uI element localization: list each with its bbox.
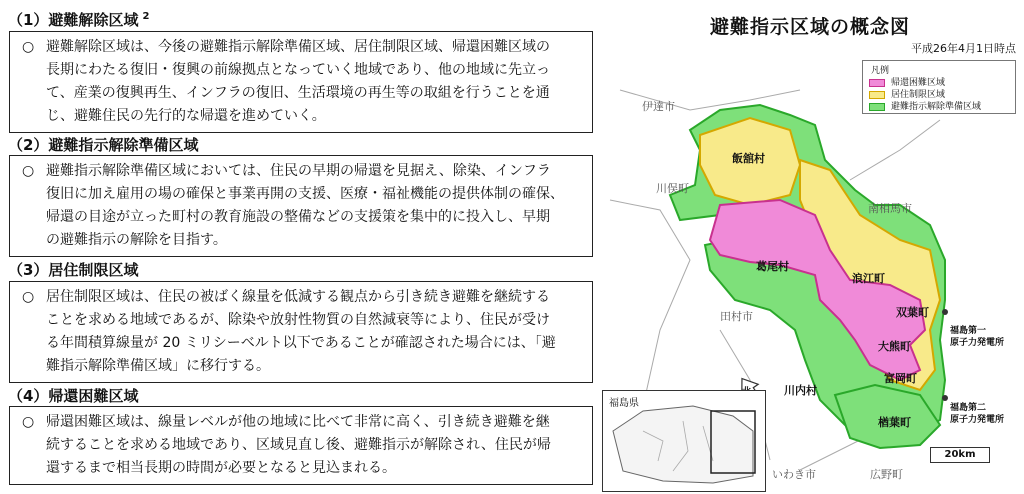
legend-title: 凡例: [871, 66, 890, 76]
legend-label: 避難指示解除準備区域: [891, 102, 982, 112]
npp2-marker: [942, 395, 948, 401]
label-katsurao: 葛尾村: [756, 260, 789, 273]
section-3-line: ことを求める地域であるが、除染や放射性物質の自然減衰等により、住民が受け: [46, 312, 550, 328]
legend-item: [869, 75, 945, 87]
section-4-line: 還するまで相当長期の時間が必要となると見込まれる。: [46, 460, 396, 476]
section-1-line: 避難解除区域は、今後の避難指示解除準備区域、居住制限区域、帰還困難区域の: [46, 39, 550, 55]
map-title: 避難指示区域の概念図: [710, 16, 911, 38]
label-tamura: 田村市: [720, 310, 753, 323]
bullet-circle: ○: [22, 289, 35, 305]
section-2-heading: （2）避難指示解除準備区域: [8, 136, 199, 154]
section-2-line: 帰還の目途が立った町村の教育施設の整備などの支援策を集中的に投入し、早期: [46, 209, 550, 225]
inset-outline: [603, 391, 765, 491]
section-4-line: 帰還困難区域は、線量レベルが他の地域に比べて非常に高く、引き続き避難を継: [46, 414, 550, 430]
legend-label: 居住制限区域: [891, 90, 946, 100]
section-1-heading-text: （1）避難解除区域: [8, 11, 139, 29]
label-npp2: 福島第二 原子力発電所: [950, 403, 1005, 425]
map-date: 平成26年4月1日時点: [911, 42, 1016, 55]
section-1-heading: [8, 9, 149, 30]
section-4-box: [9, 406, 593, 485]
section-3-heading: （3）居住制限区域: [8, 261, 139, 279]
label-naraha: 楢葉町: [878, 416, 911, 429]
label-hirono: 広野町: [870, 468, 903, 481]
label-kawauchi: 川内村: [784, 384, 817, 397]
npp1-marker: [942, 309, 948, 315]
label-namie: 浪江町: [852, 272, 885, 285]
legend-swatch-pink: [869, 79, 885, 87]
section-1-line: て、産業の復興再生、インフラの復旧、生活環境の再生等の取組を行うことを通: [46, 85, 550, 101]
section-2-line: の避難指示の解除を目指す。: [46, 232, 227, 248]
label-date-city: 伊達市: [642, 100, 675, 113]
label-iitate: 飯舘村: [732, 152, 765, 165]
label-tomioka: 富岡町: [884, 372, 917, 385]
scale-bar: 20km: [930, 447, 990, 463]
section-3-line: 居住制限区域は、住民の被ばく線量を低減する観点から引き続き避難を継続する: [46, 289, 550, 305]
label-npp1: 福島第一 原子力発電所: [950, 326, 1005, 348]
label-minamisoma: 南相馬市: [868, 202, 912, 215]
section-4-heading: （4）帰還困難区域: [8, 387, 139, 405]
footnote-marker: 2: [142, 11, 150, 22]
section-2-line: 復旧に加え雇用の場の確保と事業再開の支援、医療・福祉機能の提供体制の確保、: [46, 186, 564, 202]
label-iwaki: いわき市: [772, 468, 816, 481]
section-3-line: る年間積算線量が 20 ミリシーベルト以下であることが確認された場合には、「避: [46, 335, 556, 351]
section-1-line: じ、避難住民の先行的な帰還を進めていく。: [46, 108, 326, 124]
legend-label: 帰還困難区域: [891, 78, 946, 88]
map-legend: [862, 60, 1016, 114]
section-1-line: 長期にわたる復旧・復興の前線拠点となっていく地域であり、他の地域に先立っ: [46, 62, 550, 78]
bullet-circle: ○: [22, 39, 35, 55]
section-2-line: 避難指示解除準備区域においては、住民の早期の帰還を見据え、除染、インフラ: [46, 163, 551, 179]
section-3-box: [9, 281, 593, 383]
section-3-line: 難指示解除準備区域」に移行する。: [46, 358, 270, 374]
section-4-line: 続することを求める地域であり、区域見直し後、避難指示が解除され、住民が帰: [46, 437, 551, 453]
section-2-box: [9, 155, 593, 257]
legend-item: [869, 87, 945, 99]
label-futaba: 双葉町: [896, 306, 929, 319]
legend-item: [869, 99, 981, 111]
bullet-circle: ○: [22, 163, 35, 179]
bullet-circle: ○: [22, 414, 35, 430]
legend-swatch-yellow: [869, 91, 885, 99]
fukushima-inset-map: [602, 390, 766, 492]
legend-swatch-green: [869, 103, 885, 111]
section-1-box: [9, 31, 593, 133]
inset-title: 福島県: [609, 398, 639, 409]
label-okuma: 大熊町: [878, 340, 911, 353]
evacuation-zone-map: [600, 0, 1024, 494]
label-kawamata: 川俣町: [656, 182, 689, 195]
